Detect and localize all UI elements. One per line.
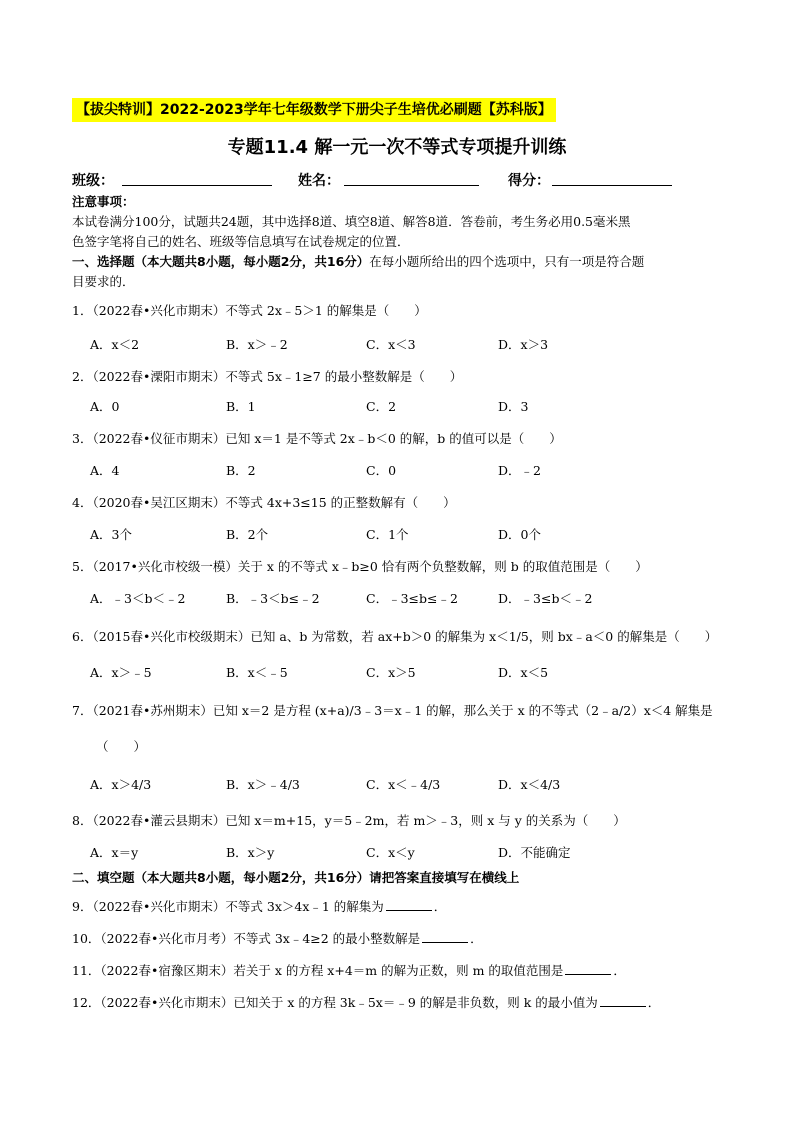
option-d[interactable]: D．﹣2	[498, 463, 541, 478]
fill-tail: ．	[647, 995, 661, 1010]
question-stem: 8．（2022春•灌云县期末）已知 x＝m+15，y＝5﹣2m，若 m＞﹣3，则 x 与 y 的关系为（ ）	[72, 813, 626, 828]
page-title: 专题11.4 解一元一次不等式专项提升训练	[227, 137, 567, 158]
option-d[interactable]: D．0个	[498, 527, 541, 542]
notice-line: 本试卷满分100分，试题共24题，其中选择8道、填空8道、解答8道．答卷前，考生务必用0.5毫米黑	[72, 214, 631, 229]
option-c[interactable]: C．x＜﹣4/3	[366, 777, 441, 792]
fill-tail: ．	[613, 963, 626, 978]
section-heading	[72, 868, 519, 888]
name-label: 姓名：	[298, 173, 340, 189]
name-field[interactable]	[344, 185, 479, 186]
option-c[interactable]: C．x＜3	[366, 337, 416, 352]
option-b[interactable]: B．2	[226, 463, 256, 478]
section-heading	[72, 252, 644, 272]
option-b[interactable]: B．x＜﹣5	[226, 665, 288, 680]
section-instructions: 请把答案直接填写在横线上	[369, 870, 520, 885]
option-d[interactable]: D．x＜4/3	[498, 777, 561, 792]
option-a[interactable]: A．x＞﹣5	[90, 665, 152, 680]
option-b[interactable]: B．1	[226, 399, 256, 414]
option-a[interactable]: A．3个	[90, 527, 132, 542]
fill-question	[72, 960, 732, 982]
answer-blank[interactable]	[600, 994, 646, 1007]
option-a[interactable]: A．x＞4/3	[90, 777, 152, 792]
section-title: 二、填空题（本大题共8小题，每小题2分，共16分）	[72, 870, 370, 885]
option-a[interactable]: A．﹣3＜b＜﹣2	[90, 591, 186, 606]
option-c[interactable]: C．﹣3≤b≤﹣2	[366, 591, 458, 606]
answer-blank[interactable]	[565, 962, 611, 975]
class-field[interactable]	[122, 185, 272, 186]
fill-question	[72, 992, 732, 1014]
option-d[interactable]: D．x＞3	[498, 337, 549, 352]
notice-heading: 注意事项：	[72, 194, 135, 209]
question-stem-cont: （ ）	[96, 739, 147, 754]
fill-tail: ．	[433, 899, 447, 914]
option-d[interactable]: D．3	[498, 399, 529, 414]
option-a[interactable]: A．4	[90, 463, 120, 478]
option-b[interactable]: B．x＞﹣4/3	[226, 777, 300, 792]
question-stem: 6．（2015春•兴化市校级期末）已知 a、b 为常数，若 ax+b＞0 的解集为 x＜1/5，则 bx﹣a＜0 的解集是（ ）	[72, 629, 718, 644]
fill-question	[72, 928, 732, 950]
notice-line: 色签字笔将自己的姓名、班级等信息填写在试卷规定的位置．	[72, 234, 410, 249]
option-c[interactable]: C．1个	[366, 527, 409, 542]
option-a[interactable]: A．0	[90, 399, 120, 414]
question-stem: 7．（2021春•苏州期末）已知 x＝2 是方程 (x+a)/3﹣3＝x﹣1 的解，那么关于 x 的不等式（2﹣a/2）x＜4 解集是	[72, 703, 713, 718]
option-b[interactable]: B．2个	[226, 527, 269, 542]
option-c[interactable]: C．x＜y	[366, 845, 415, 860]
question-stem: 3．（2022春•仪征市期末）已知 x＝1 是不等式 2x﹣b＜0 的解，b 的值可以是（ ）	[72, 431, 562, 446]
option-c[interactable]: C．x＞5	[366, 665, 416, 680]
section-instructions: 在每小题所给出的四个选项中，只有一项是符合题	[369, 254, 645, 269]
score-label: 得分：	[508, 173, 550, 189]
fill-stem: 12．（2022春•兴化市期末）已知关于 x 的方程 3k﹣5x＝﹣9 的解是非负数，则 k 的最小值为	[72, 995, 598, 1010]
question-stem: 1．（2022春•兴化市期末）不等式 2x﹣5＞1 的解集是（ ）	[72, 303, 427, 318]
series-banner: 【拔尖特训】2022-2023学年七年级数学下册尖子生培优必刷题【苏科版】	[72, 98, 556, 122]
option-b[interactable]: B．x＞y	[226, 845, 275, 860]
option-a[interactable]: A．x＜2	[90, 337, 140, 352]
option-d[interactable]: D．﹣3≤b＜﹣2	[498, 591, 593, 606]
option-c[interactable]: C．0	[366, 463, 397, 478]
option-b[interactable]: B．x＞﹣2	[226, 337, 288, 352]
option-d[interactable]: D．不能确定	[498, 845, 571, 860]
section-instructions-cont: 目要求的．	[72, 274, 135, 289]
answer-blank[interactable]	[422, 930, 468, 943]
option-a[interactable]: A．x＝y	[90, 845, 139, 860]
fill-stem: 11．（2022春•宿豫区期末）若关于 x 的方程 x+4＝m 的解为正数，则 m 的取值范围是	[72, 963, 564, 978]
class-label: 班级：	[72, 173, 114, 189]
fill-question	[72, 896, 732, 918]
student-info-row	[72, 170, 712, 192]
answer-blank[interactable]	[386, 898, 432, 911]
question-stem: 4．（2020春•吴江区期末）不等式 4x+3≤15 的正整数解有（ ）	[72, 495, 456, 510]
fill-stem: 10．（2022春•兴化市月考）不等式 3x﹣4≥2 的最小整数解是	[72, 931, 421, 946]
question-stem: 2．（2022春•溧阳市期末）不等式 5x﹣1≥7 的最小整数解是（ ）	[72, 369, 463, 384]
section-title: 一、选择题（本大题共8小题，每小题2分，共16分）	[72, 254, 370, 269]
fill-tail: ．	[470, 931, 483, 946]
question-stem: 5．（2017•兴化市校级一模）关于 x 的不等式 x﹣b≥0 恰有两个负整数解，则 b 的取值范围是（ ）	[72, 559, 648, 574]
score-field[interactable]	[552, 185, 672, 186]
option-c[interactable]: C．2	[366, 399, 397, 414]
option-d[interactable]: D．x＜5	[498, 665, 549, 680]
option-b[interactable]: B．﹣3＜b≤﹣2	[226, 591, 320, 606]
fill-stem: 9．（2022春•兴化市期末）不等式 3x＞4x﹣1 的解集为	[72, 899, 384, 914]
